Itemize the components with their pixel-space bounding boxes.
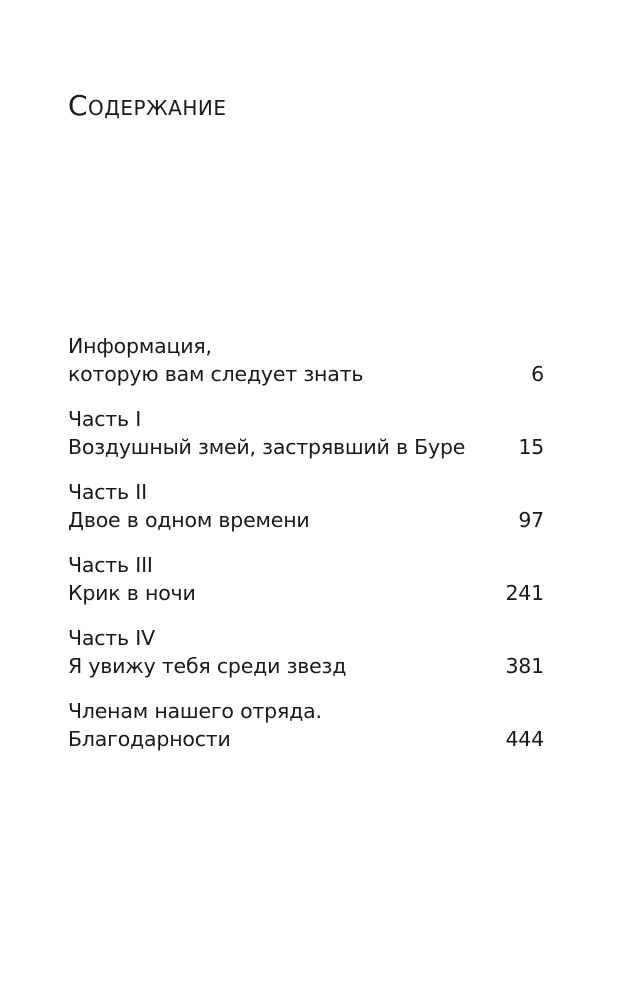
toc-entry-title-row — [68, 506, 544, 534]
toc-entry-page-number: 6 — [531, 362, 544, 386]
toc-entry-line1: Информация, — [68, 334, 212, 358]
toc-entry-page-number: 444 — [505, 727, 544, 751]
page-title: Содержание — [68, 89, 227, 122]
toc-entry — [68, 624, 544, 680]
toc-entry-title-row — [68, 652, 544, 680]
toc-entry — [68, 551, 544, 607]
toc-entry-line2: Крик в ночи — [68, 581, 196, 605]
toc-entry-heading — [68, 478, 544, 506]
toc-entry-heading — [68, 405, 544, 433]
toc-entry — [68, 332, 544, 388]
toc-entry-line1: Часть I — [68, 407, 142, 431]
toc-entry-title-row — [68, 360, 544, 388]
table-of-contents — [68, 332, 544, 770]
toc-entry-page-number: 97 — [518, 508, 544, 532]
toc-entry-line2: которую вам следует знать — [68, 362, 364, 386]
toc-entry-line2: Воздушный змей, застрявший в Буре — [68, 435, 466, 459]
toc-entry-page-number: 381 — [505, 654, 544, 678]
toc-entry-heading — [68, 551, 544, 579]
toc-entry — [68, 405, 544, 461]
toc-entry-line1: Часть II — [68, 480, 147, 504]
toc-entry-line2: Благодарности — [68, 727, 231, 751]
toc-entry-line2: Двое в одном времени — [68, 508, 310, 532]
toc-entry-heading — [68, 624, 544, 652]
toc-entry-title-row — [68, 433, 544, 461]
toc-entry-heading — [68, 332, 544, 360]
toc-entry-page-number: 15 — [518, 435, 544, 459]
toc-entry-page-number: 241 — [505, 581, 544, 605]
toc-entry-title-row — [68, 725, 544, 753]
toc-entry-heading — [68, 697, 544, 725]
toc-entry-line1: Часть III — [68, 553, 153, 577]
toc-entry-line1: Часть IV — [68, 626, 155, 650]
toc-entry-title-row — [68, 579, 544, 607]
toc-entry — [68, 697, 544, 753]
toc-entry-line2: Я увижу тебя среди звезд — [68, 654, 347, 678]
toc-entry-line1: Членам нашего отряда. — [68, 699, 322, 723]
toc-entry — [68, 478, 544, 534]
